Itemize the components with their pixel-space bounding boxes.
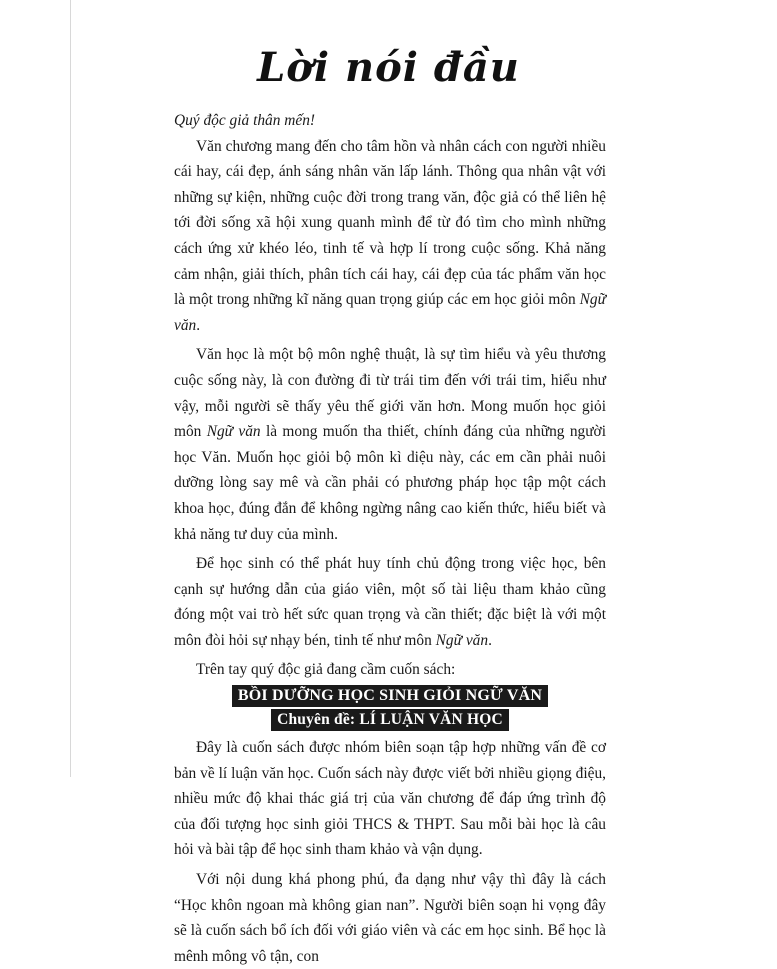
paragraph-1-end: . xyxy=(196,316,201,334)
paragraph-3 xyxy=(174,551,606,653)
paragraph-2-text-b: là mong muốn tha thiết, chính đáng của những người học Văn. Muốn học giỏi bộ môn kì diệu này, các em cần phải nuôi dưỡng lòng say mê và cần phải có phương pháp học tập một cách khoa học, đúng đắn để không ngừng nâng cao kiến thức, hiểu biết và khả năng tư duy của mình. xyxy=(174,423,606,543)
paragraph-5: Đây là cuốn sách được nhóm biên soạn tập hợp những vấn đề cơ bản về lí luận văn học. Cuốn sách này được viết bởi nhiều giọng điệu, nhiều mức độ khai thác giá trị của văn chương để đáp ứng trình độ của đối tượng học sinh giỏi THCS & THPT. Sau mỗi bài học là câu hỏi và bài tập để học sinh tham khảo và vận dụng. xyxy=(174,739,606,859)
paragraph-1-italic: Ngữ văn xyxy=(174,291,606,334)
paragraph-4: Trên tay quý độc giả đang cầm cuốn sách: xyxy=(196,661,456,679)
page-edge-line xyxy=(70,0,71,777)
book-series-banner: BỒI DƯỠNG HỌC SINH GIỎI NGỮ VĂN xyxy=(232,685,548,707)
page-title: Lời nói đầu xyxy=(257,44,520,91)
paragraph-3-text: Để học sinh có thể phát huy tính chủ động trong việc học, bên cạnh sự hướng dẫn của giáo viên, một số tài liệu tham khảo cũng đóng một vai trò hết sức quan trọng và cần thiết; đặc biệt là với một môn đòi hỏi sự nhạy bén, tinh tế như môn xyxy=(174,555,606,649)
book-topic-banner: Chuyên đề: LÍ LUẬN VĂN HỌC xyxy=(271,709,509,731)
paragraph-1 xyxy=(174,134,606,339)
paragraph-1-text: Văn chương mang đến cho tâm hồn và nhân cách con người nhiều cái hay, cái đẹp, ánh sáng nhân văn lấp lánh. Thông qua nhân vật với những sự kiện, những cuộc đời trong trang văn, độc giả có thể liên hệ tới đời sống xã hội xung quanh mình để từ đó tìm cho mình những cách ứng xử khéo léo, tinh tế và hợp lí trong cuộc sống. Khả năng cảm nhận, giải thích, phân tích cái hay, cái đẹp của tác phẩm văn học là một trong những kĩ năng quan trọng giúp các em học giỏi môn xyxy=(174,137,606,309)
paragraph-2-text-a: Văn học là một bộ môn nghệ thuật, là sự tìm hiểu và yêu thương cuộc sống này, là con đường đi từ trái tim đến với trái tim, hiểu như vậy, mỗi người sẽ thấy yêu thế giới văn hơn. Mong muốn học giỏi môn xyxy=(174,346,606,441)
body-text xyxy=(174,108,606,969)
paragraph-2 xyxy=(174,342,606,547)
book-series-banner-row xyxy=(174,685,606,707)
paragraph-2-italic: Ngữ văn xyxy=(206,423,261,441)
paragraph-3-end: . xyxy=(488,631,492,649)
book-topic-banner-row xyxy=(174,709,606,731)
paragraph-3-italic: Ngữ văn xyxy=(435,631,489,649)
paragraph-6: Với nội dung khá phong phú, đa dạng như vậy thì đây là cách “Học khôn ngoan mà không gian nan”. Người biên soạn hi vọng đây sẽ là cuốn sách bổ ích đối với giáo viên và các em học sinh. Bể học là mênh mông vô tận, con xyxy=(174,871,606,965)
greeting: Quý độc giả thân mến! xyxy=(174,112,316,129)
